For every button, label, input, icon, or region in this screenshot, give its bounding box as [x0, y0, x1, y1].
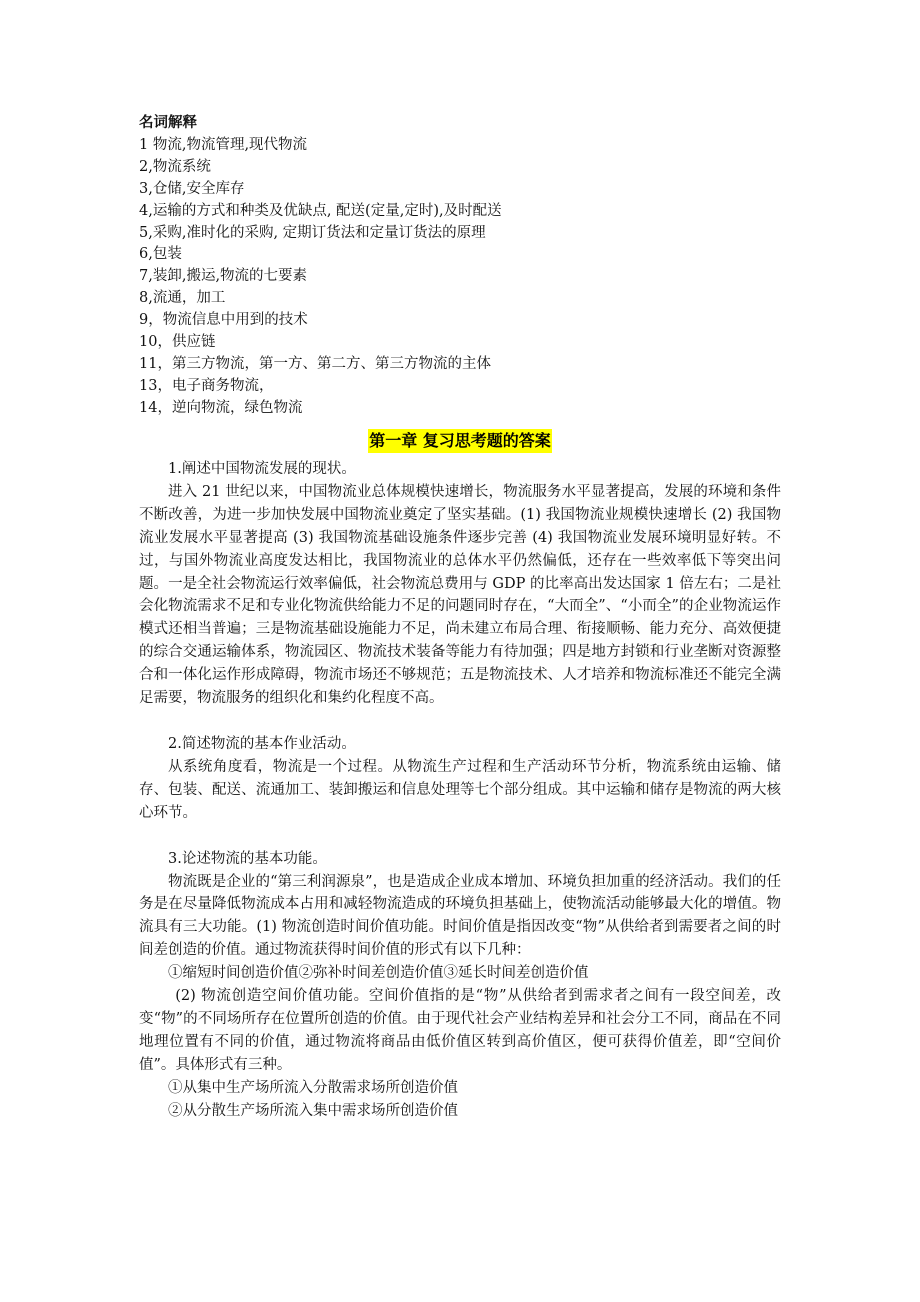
- space-value-paragraph: (2) 物流创造空间价值功能。空间价值指的是“物”从供给者到需求者之间有一段空间差，改变“物”的不同场所存在位置所创造的价值。由于现代社会产业结构差异和社会分工不同，商品在不同地理位置有不同的价值，通过物流将商品由低价值区转到高价值区，便可获得价值差，即“空间价值”。具体形式有三种。: [139, 988, 781, 1073]
- glossary-item: 6,包装: [139, 246, 182, 263]
- answer-1: 进入 21 世纪以来，中国物流业总体规模快速增长，物流服务水平显著提高，发展的环境和条件不断改善，为进一步加快发展中国物流业奠定了坚实基础。(1) 我国物流业规模快速增长 (2) 我国物流业发展水平显著提高 (3) 我国物流基础设施条件逐步完善 (4) 我国物流业发展环境明显好转。不过，与国外物流业高度发达相比，我国物流业的总体水平仍然偏低，还存在一些效率低下等突出问题。一是全社会物流运行效率偏低，社会物流总费用与 GDP 的比率高出发达国家 1 倍左右；二是社会化物流需求不足和专业化物流供给能力不足的问题同时存在，“大而全”、“小而全”的企业物流运作模式还相当普遍；三是物流基础设施能力不足，尚未建立布局合理、衔接顺畅、能力充分、高效便捷的综合交通运输体系，物流园区、物流技术装备等能力有待加强；四是地方封锁和行业垄断对资源整合和一体化运作形成障碍，物流市场还不够规范；五是物流技术、人才培养和物流标准还不能完全满足需要，物流服务的组织化和集约化程度不高。: [139, 483, 781, 707]
- glossary-item: 5,采购,准时化的采购, 定期订货法和定量订货法的原理: [139, 224, 486, 241]
- question-2: 2.简述物流的基本作业活动。: [168, 735, 356, 752]
- glossary-item: 10，供应链: [139, 334, 216, 351]
- glossary-item: 7,装卸,搬运,物流的七要素: [139, 268, 308, 285]
- glossary-item: 2,物流系统: [139, 158, 211, 175]
- glossary-heading: 名词解释: [139, 115, 197, 131]
- chapter-title: 第一章 复习思考题的答案: [368, 429, 552, 453]
- answer-3: 物流既是企业的“第三利润源泉”，也是造成企业成本增加、环境负担加重的经济活动。我们的任务是在尽量降低物流成本占用和减轻物流造成的环境负担基础上，使物流活动能够最大化的增值。物流具有三大功能。(1) 物流创造时间价值功能。时间价值是指因改变“物”从供给者到需要者之间的时间差创造的价值。通过物流获得时间价值的形式有以下几种：: [139, 873, 781, 959]
- chapter-title-row: [0, 429, 920, 453]
- paragraph-gap: [139, 825, 781, 848]
- question-3: 3.论述物流的基本功能。: [168, 850, 327, 867]
- space-value-form-2: ②从分散生产场所流入集中需求场所创造价值: [168, 1102, 458, 1119]
- paragraph-gap: [139, 710, 781, 733]
- glossary-item: 14，逆向物流，绿色物流: [139, 399, 303, 416]
- space-value-form-1: ①从集中生产场所流入分散需求场所创造价值: [168, 1079, 458, 1096]
- time-value-forms: ①缩短时间创造价值②弥补时间差创造价值③延长时间差创造价值: [168, 965, 589, 982]
- glossary-item: 11，第三方物流，第一方、第二方、第三方物流的主体: [139, 355, 491, 372]
- question-1: 1.阐述中国物流发展的现状。: [168, 461, 356, 477]
- glossary-item: 13，电子商务物流，: [139, 377, 274, 394]
- glossary-section: [139, 113, 779, 420]
- answers-section: [139, 458, 781, 1122]
- glossary-item: 8,流通，加工: [139, 290, 226, 307]
- glossary-item: 1 物流,物流管理,现代物流: [139, 136, 308, 153]
- answer-2: 从系统角度看，物流是一个过程。从物流生产过程和生产活动环节分析，物流系统由运输、储存、包装、配送、流通加工、装卸搬运和信息处理等七个部分组成。其中运输和储存是物流的两大核心环节。: [139, 758, 781, 821]
- glossary-item: 9，物流信息中用到的技术: [139, 312, 308, 329]
- glossary-item: 4,运输的方式和种类及优缺点, 配送(定量,定时),及时配送: [139, 202, 502, 219]
- glossary-item: 3,仓储,安全库存: [139, 180, 245, 197]
